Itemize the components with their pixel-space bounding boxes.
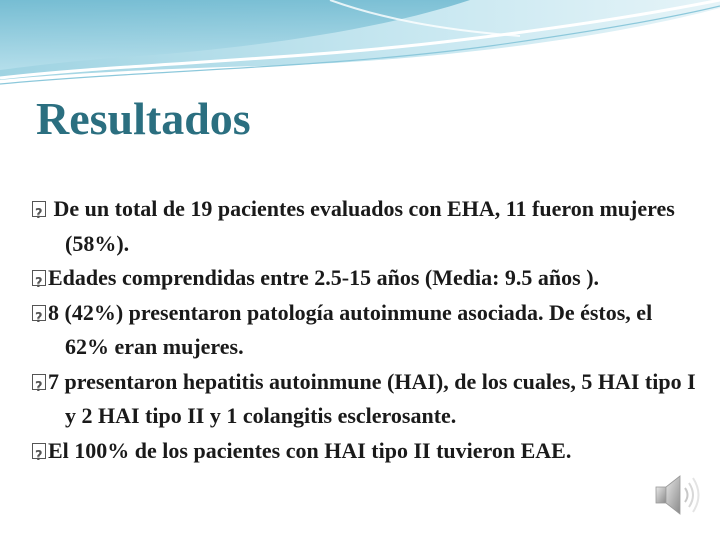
bullet-item [30, 365, 700, 434]
bullet-item [30, 261, 700, 296]
bullet-item [30, 434, 700, 469]
bullet-item [30, 296, 700, 365]
slide-title: Resultados [36, 93, 251, 144]
bullet-text: De un total de 19 pacientes evaluados con EHA, 11 fueron mujeres (58%). [48, 196, 675, 256]
speaker-icon[interactable] [652, 470, 704, 520]
missing-glyph-bullet-icon [32, 270, 46, 286]
header-swoosh-decoration [0, 0, 720, 90]
results-bullet-list [30, 192, 700, 468]
bullet-text: El 100% de los pacientes con HAI tipo II tuvieron EAE. [48, 437, 572, 463]
bullet-text: 8 (42%) presentaron patología autoinmune asociada. De éstos, el 62% eran mujeres. [48, 299, 653, 359]
bullet-text: 7 presentaron hepatitis autoinmune (HAI), de los cuales, 5 HAI tipo I y 2 HAI tipo II y 1 colangitis esclerosante. [48, 368, 696, 428]
missing-glyph-bullet-icon [32, 201, 46, 217]
missing-glyph-bullet-icon [32, 374, 46, 390]
bullet-text: Edades comprendidas entre 2.5-15 años (Media: 9.5 años ). [48, 265, 600, 290]
bullet-item [30, 192, 700, 261]
missing-glyph-bullet-icon [32, 443, 46, 459]
missing-glyph-bullet-icon [32, 305, 46, 321]
